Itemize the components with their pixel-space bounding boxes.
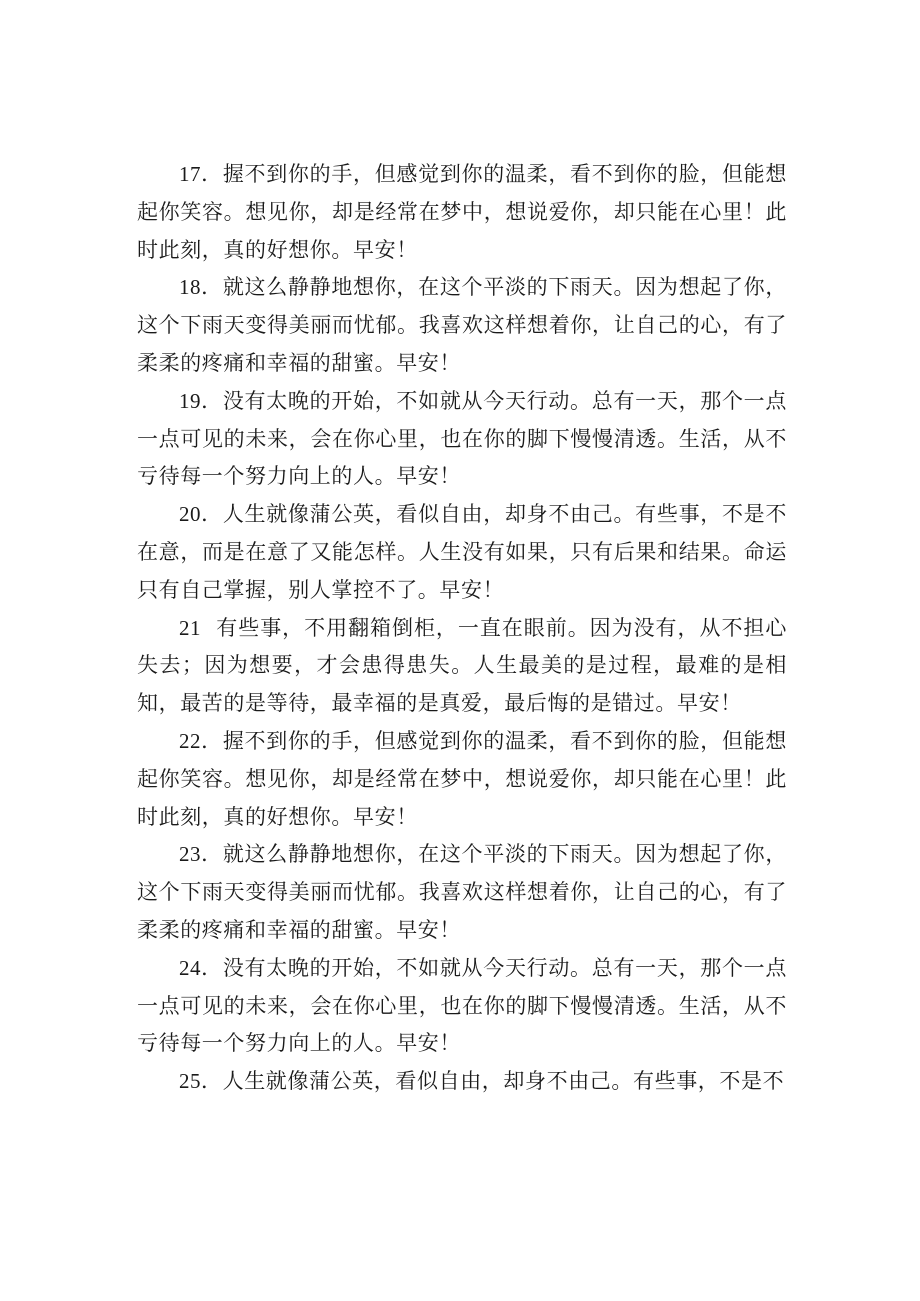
paragraph-separator: ． xyxy=(201,275,223,300)
paragraph-text: 人生就像蒲公英，看似自由，却身不由己。有些事，不是不在意，而是在意了又能怎样。人生没有如果，只有后果和结果。命运只有自己掌握，别人掌控不了。早安！ xyxy=(137,502,787,602)
paragraph-number: 22 xyxy=(179,728,201,753)
paragraph-text: 就这么静静地想你，在这个平淡的下雨天。因为想起了你，这个下雨天变得美丽而忧郁。我喜欢这样想着你，让自己的心，有了柔柔的疼痛和幸福的甜蜜。早安！ xyxy=(137,275,787,375)
paragraph-separator: ． xyxy=(201,955,223,980)
paragraph-separator: ． xyxy=(201,162,223,186)
paragraph-number: 18 xyxy=(179,275,201,300)
paragraph-17 xyxy=(137,156,787,269)
paragraph-number: 24 xyxy=(179,955,201,980)
paragraph-separator xyxy=(201,616,216,640)
paragraph-25 xyxy=(137,1063,787,1101)
paragraph-21 xyxy=(137,610,787,723)
paragraph-text: 没有太晚的开始，不如就从今天行动。总有一天，那个一点一点可见的未来，会在你心里，也在你的脚下慢慢清透。生活，从不亏待每一个努力向上的人。早安！ xyxy=(137,955,787,1056)
paragraph-number: 25 xyxy=(179,1069,201,1094)
paragraph-19 xyxy=(137,383,787,496)
paragraph-number: 23 xyxy=(179,842,201,867)
paragraph-number: 20 xyxy=(179,502,201,527)
paragraph-text: 有些事，不用翻箱倒柜，一直在眼前。因为没有，从不担心失去；因为想要，才会患得患失。人生最美的是过程，最难的是相知，最苦的是等待，最幸福的是真爱，最后悔的是错过。早安！ xyxy=(137,615,787,716)
paragraph-text: 握不到你的手，但感觉到你的温柔，看不到你的脸，但能想起你笑容。想见你，却是经常在梦中，想说爱你，却只能在心里！此时此刻，真的好想你。早安！ xyxy=(137,162,787,262)
paragraph-separator: ． xyxy=(201,842,223,867)
paragraph-text: 人生就像蒲公英，看似自由，却身不由己。有些事，不是不 xyxy=(222,1069,785,1094)
paragraph-separator: ． xyxy=(201,728,223,753)
paragraph-number: 17 xyxy=(179,162,201,186)
paragraph-separator: ． xyxy=(201,502,223,527)
paragraph-number: 21 xyxy=(179,615,201,640)
paragraph-separator: ． xyxy=(201,1069,223,1094)
paragraph-text: 没有太晚的开始，不如就从今天行动。总有一天，那个一点一点可见的未来，会在你心里，也在你的脚下慢慢清透。生活，从不亏待每一个努力向上的人。早安！ xyxy=(137,388,787,489)
paragraph-20 xyxy=(137,496,787,609)
paragraph-23 xyxy=(137,836,787,949)
paragraph-22 xyxy=(137,723,787,836)
paragraph-24 xyxy=(137,950,787,1063)
paragraph-text: 握不到你的手，但感觉到你的温柔，看不到你的脸，但能想起你笑容。想见你，却是经常在梦中，想说爱你，却只能在心里！此时此刻，真的好想你。早安！ xyxy=(137,728,787,829)
paragraph-separator: ． xyxy=(201,388,223,413)
document-body xyxy=(137,156,787,1101)
paragraph-text: 就这么静静地想你，在这个平淡的下雨天。因为想起了你，这个下雨天变得美丽而忧郁。我喜欢这样想着你，让自己的心，有了柔柔的疼痛和幸福的甜蜜。早安！ xyxy=(137,842,787,942)
paragraph-18 xyxy=(137,269,787,382)
paragraph-number: 19 xyxy=(179,388,201,413)
